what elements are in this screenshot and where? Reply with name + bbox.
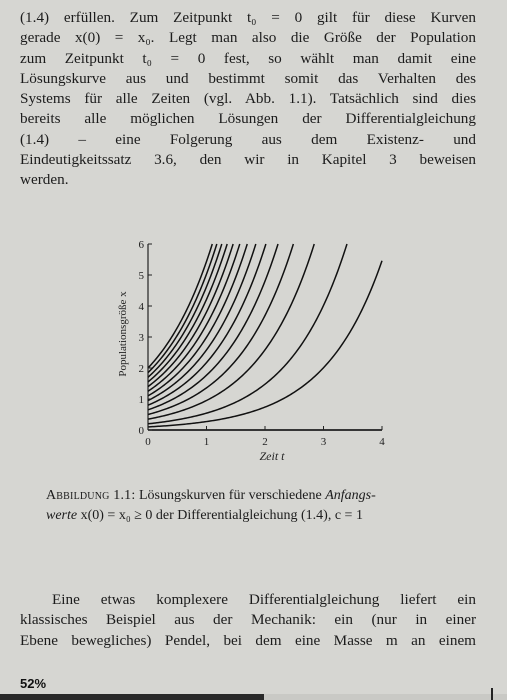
caption-text: x(0) = x₀ ≥ 0 der Differentialgleichung (1.4), c = 1 bbox=[80, 508, 363, 523]
chart-ticks bbox=[139, 239, 386, 448]
chart-svg bbox=[110, 236, 400, 468]
paragraph-bottom bbox=[20, 590, 476, 651]
y-tick-label: 4 bbox=[138, 301, 144, 313]
x-tick-label: 2 bbox=[262, 436, 268, 448]
text-line: (1.4) – eine Folgerung aus dem Existenz- und bbox=[20, 130, 476, 148]
text-line: Lösungskurve aus und bestimmt somit das Verhalten des bbox=[20, 69, 476, 87]
y-tick-label: 0 bbox=[138, 425, 144, 437]
text-line: Eine etwas komplexere Differentialgleichung liefert ein bbox=[52, 591, 476, 608]
y-tick-label: 5 bbox=[138, 270, 144, 282]
caption-line-2 bbox=[46, 506, 466, 526]
caption-text: Lösungskurven für verschiedene bbox=[138, 488, 322, 503]
caption-label: Abbildung 1.1: bbox=[46, 488, 136, 503]
x-tick-label: 4 bbox=[379, 436, 385, 448]
progress-end-marker bbox=[491, 688, 493, 700]
text-line: klassisches Beispiel aus der Mechanik: ein (nur in einer bbox=[20, 611, 476, 629]
text-line: gerade x(0) = x₀. Legt man also die Größe der Population bbox=[20, 29, 476, 47]
y-axis-label: Populationsgröße x bbox=[117, 291, 129, 377]
caption-text-italic: werte bbox=[46, 508, 78, 523]
y-tick-label: 2 bbox=[138, 363, 144, 375]
progress-fill bbox=[0, 694, 264, 700]
y-tick-label: 1 bbox=[138, 394, 144, 406]
x-axis-label: Zeit t bbox=[259, 449, 285, 463]
text-line: (1.4) erfüllen. Zum Zeitpunkt t₀ = 0 gilt für diese Kurven bbox=[20, 9, 476, 26]
x-tick-label: 1 bbox=[203, 436, 210, 448]
text-line: zum Zeitpunkt t₀ = 0 fest, so wählt man damit eine bbox=[20, 49, 476, 67]
x-tick-label: 0 bbox=[145, 436, 151, 448]
caption-text-italic: Anfangs- bbox=[325, 488, 376, 503]
caption-line-1 bbox=[46, 486, 466, 506]
figure-solution-curves bbox=[110, 236, 400, 468]
chart-curves bbox=[148, 244, 382, 430]
progress-bar[interactable] bbox=[0, 694, 507, 700]
text-line: Eindeutigkeitssatz 3.6, den wir in Kapitel 3 beweisen bbox=[20, 151, 476, 169]
text-line: bereits alle möglichen Lösungen der Differentialgleichung bbox=[20, 110, 476, 128]
progress-percent: 52% bbox=[20, 676, 47, 691]
text-line: werden. bbox=[20, 171, 69, 189]
y-tick-label: 6 bbox=[138, 239, 144, 251]
y-tick-label: 3 bbox=[138, 332, 144, 344]
x-tick-label: 3 bbox=[320, 436, 327, 448]
figure-caption bbox=[46, 486, 466, 526]
text-line: Ebene bewegliches) Pendel, bei dem eine Masse m an einem bbox=[20, 631, 476, 649]
paragraph-top bbox=[20, 8, 476, 191]
text-line: Systems für alle Zeiten (vgl. Abb. 1.1). Tatsächlich sind dies bbox=[20, 90, 476, 108]
reading-status-bar bbox=[0, 672, 507, 700]
